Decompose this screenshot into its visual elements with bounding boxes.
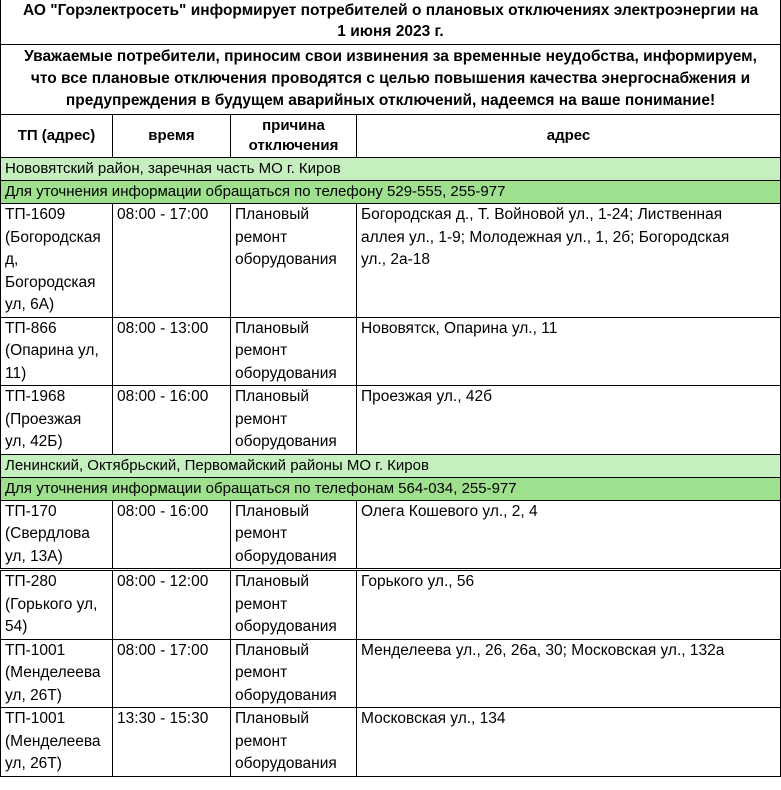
- notice-line-1: Уважаемые потребители, приносим свои извинения за временные неудобства, информируем,: [24, 48, 757, 65]
- address-cell: [357, 317, 781, 386]
- tp-cell-line: (Богородская: [5, 228, 101, 246]
- table-row: [1, 204, 781, 318]
- district-label: Ленинский, Октябрьский, Первомайский районы МО г. Киров: [1, 454, 781, 477]
- table-row: [1, 570, 781, 640]
- title-line-1: АО "Горэлектросеть" информирует потребителей о плановых отключениях электроэнергии на: [22, 2, 759, 19]
- notice-line-3: предупреждения в будущем аварийных отключений, надеемся на ваше понимание!: [65, 92, 716, 109]
- tp-cell-line: (Менделеева: [5, 664, 101, 681]
- address-cell: [357, 386, 781, 455]
- tp-cell-line: (Горького ул,: [5, 595, 98, 613]
- column-header-address: адрес: [357, 115, 781, 158]
- column-header-row: [1, 115, 781, 158]
- reason-cell-line: ремонт: [235, 525, 288, 542]
- tp-cell-line: ТП-170: [5, 502, 57, 520]
- notice-row: [1, 45, 781, 115]
- reason-cell-line: оборудования: [235, 433, 337, 450]
- time-cell: 08:00 - 12:00: [113, 570, 231, 640]
- notice-text: [1, 45, 781, 115]
- tp-cell-line: 11): [5, 364, 27, 382]
- contact-row: [1, 477, 781, 500]
- tp-cell: [1, 204, 113, 318]
- tp-cell-line: (Опарина ул,: [5, 342, 99, 359]
- reason-cell: [231, 570, 357, 640]
- column-header-reason: [231, 115, 357, 158]
- address-cell: [357, 500, 781, 570]
- tp-cell-line: ТП-1609: [5, 206, 66, 223]
- tp-cell: [1, 639, 113, 708]
- tp-cell: [1, 500, 113, 570]
- column-header-tp: ТП (адрес): [1, 115, 113, 158]
- reason-cell: [231, 317, 357, 386]
- reason-cell: [231, 500, 357, 570]
- notice-line-2: что все плановые отключения проводятся с целью повышения качества энергоснабжения и: [30, 70, 751, 87]
- tp-cell-line: д,: [5, 251, 19, 268]
- tp-cell-line: ул, 26Т): [5, 686, 62, 704]
- address-cell-line: ул., 2а-18: [361, 251, 431, 268]
- address-cell: [357, 639, 781, 708]
- reason-cell-line: Плановый: [235, 319, 310, 337]
- page-title: [1, 0, 781, 45]
- tp-cell-line: (Проезжая: [5, 410, 82, 428]
- tp-cell-line: (Свердлова: [5, 525, 90, 542]
- tp-cell: [1, 317, 113, 386]
- time-cell: 08:00 - 13:00: [113, 317, 231, 386]
- address-cell: [357, 708, 781, 777]
- reason-cell-line: Плановый: [235, 502, 310, 520]
- reason-cell: [231, 639, 357, 708]
- address-cell-line: Горького ул., 56: [361, 573, 475, 590]
- reason-cell-line: Плановый: [235, 710, 310, 727]
- tp-cell: [1, 386, 113, 455]
- address-cell-line: Олега Кошевого ул., 2, 4: [361, 502, 538, 520]
- tp-cell-line: ТП-1001: [5, 641, 66, 659]
- column-header-time: время: [113, 115, 231, 158]
- tp-cell-line: 54): [5, 618, 28, 635]
- address-cell-line: Московская ул., 134: [361, 710, 506, 727]
- reason-cell-line: Плановый: [235, 641, 310, 659]
- reason-cell-line: ремонт: [235, 342, 288, 359]
- tp-cell-line: ул, 6А): [5, 296, 55, 313]
- address-cell-line: аллея ул., 1-9; Молодежная ул., 1, 2б; Богородская: [361, 228, 730, 246]
- reason-cell: [231, 386, 357, 455]
- address-cell-line: Богородская д., Т. Войновой ул., 1-24; Лиственная: [361, 206, 723, 223]
- table-row: [1, 317, 781, 386]
- address-cell-line: Нововятск, Опарина ул., 11: [361, 319, 558, 337]
- time-cell: 08:00 - 16:00: [113, 386, 231, 455]
- table-row: [1, 639, 781, 708]
- tp-cell-line: ул, 26Т): [5, 755, 62, 772]
- reason-cell-line: оборудования: [235, 755, 337, 772]
- reason-cell-line: ремонт: [235, 410, 288, 428]
- reason-header-line-2: отключения: [248, 137, 339, 154]
- tp-cell: [1, 708, 113, 777]
- tp-cell-line: Богородская: [5, 273, 96, 291]
- reason-cell-line: оборудования: [235, 686, 337, 704]
- tp-cell-line: ТП-1001: [5, 710, 66, 727]
- reason-cell: [231, 204, 357, 318]
- address-cell: [357, 204, 781, 318]
- reason-cell-line: ремонт: [235, 732, 288, 750]
- reason-cell-line: ремонт: [235, 595, 288, 613]
- reason-cell-line: оборудования: [235, 547, 337, 565]
- tp-cell-line: ТП-866: [5, 319, 57, 337]
- table-row: [1, 708, 781, 777]
- reason-cell-line: Плановый: [235, 206, 310, 223]
- tp-cell-line: ТП-280: [5, 573, 57, 590]
- contact-info: Для уточнения информации обращаться по телефонам 564-034, 255-977: [1, 477, 781, 500]
- reason-cell-line: оборудования: [235, 251, 337, 268]
- title-row: [1, 0, 781, 45]
- table-body: [1, 158, 781, 777]
- tp-cell-line: (Менделеева: [5, 732, 101, 750]
- tp-cell-line: ул, 42Б): [5, 433, 63, 450]
- time-cell: 08:00 - 17:00: [113, 204, 231, 318]
- address-cell-line: Менделеева ул., 26, 26а, 30; Московская ул., 132а: [361, 641, 725, 659]
- contact-row: [1, 181, 781, 204]
- time-cell: 08:00 - 17:00: [113, 639, 231, 708]
- time-cell: 13:30 - 15:30: [113, 708, 231, 777]
- reason-cell-line: ремонт: [235, 664, 288, 681]
- reason-cell-line: Плановый: [235, 573, 310, 590]
- district-row: [1, 158, 781, 181]
- district-label: Нововятский район, заречная часть МО г. Киров: [1, 158, 781, 181]
- reason-cell-line: ремонт: [235, 228, 288, 246]
- reason-cell-line: оборудования: [235, 364, 337, 382]
- reason-header-line-1: причина: [262, 117, 325, 134]
- reason-cell-line: Плановый: [235, 388, 310, 405]
- tp-cell-line: ул, 13А): [5, 547, 63, 565]
- tp-cell-line: ТП-1968: [5, 388, 66, 405]
- tp-cell: [1, 570, 113, 640]
- table-row: [1, 500, 781, 570]
- address-cell-line: Проезжая ул., 42б: [361, 388, 492, 405]
- reason-cell: [231, 708, 357, 777]
- title-line-2: 1 июня 2023 г.: [337, 23, 444, 40]
- address-cell: [357, 570, 781, 640]
- reason-cell-line: оборудования: [235, 618, 337, 635]
- time-cell: 08:00 - 16:00: [113, 500, 231, 570]
- contact-info: Для уточнения информации обращаться по телефону 529-555, 255-977: [1, 181, 781, 204]
- table-row: [1, 386, 781, 455]
- district-row: [1, 454, 781, 477]
